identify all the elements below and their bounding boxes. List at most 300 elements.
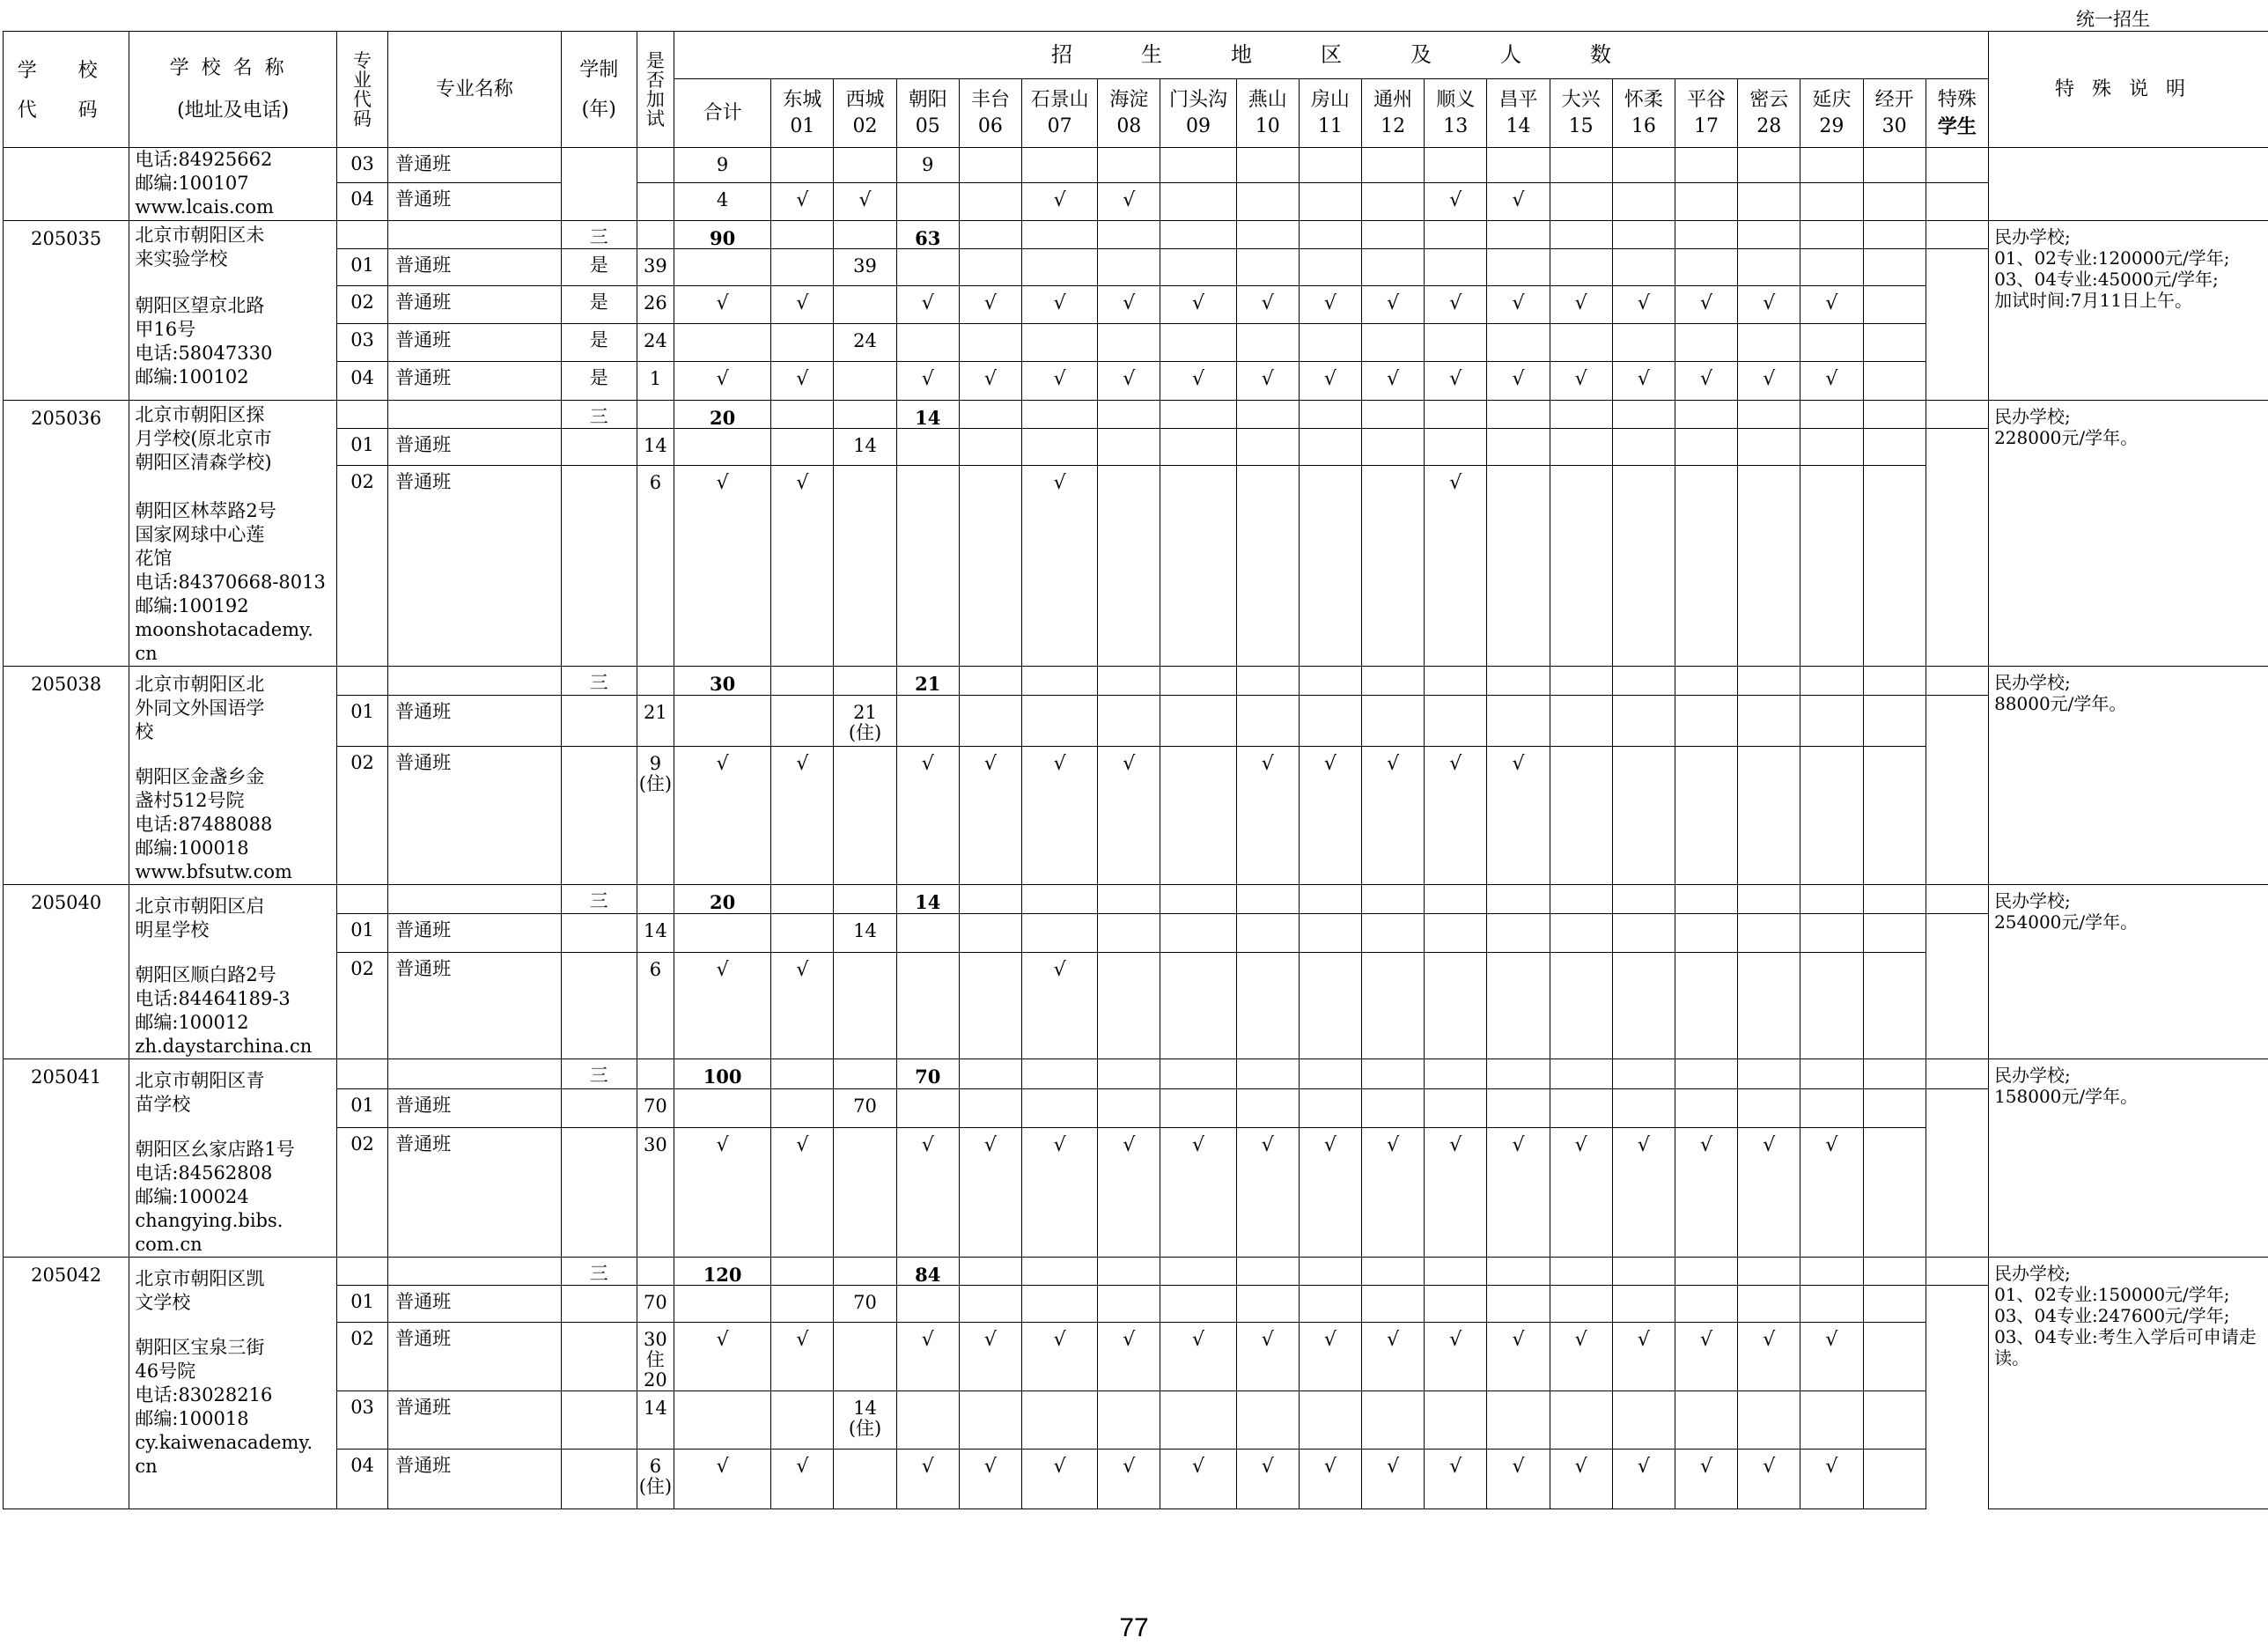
district-cell: [1299, 953, 1361, 1059]
school-address: 朝阳区顺白路2号 电话:84464189-3 邮编:100012 zh.daystarchina.cn: [135, 964, 313, 1057]
district-cell: [1487, 221, 1550, 249]
district-cell: [1800, 1258, 1863, 1286]
district-cell: [1675, 1088, 1737, 1127]
district-cell: [1098, 401, 1160, 429]
major-name: [388, 1258, 562, 1286]
major-name: 普通班: [388, 249, 562, 286]
major-total: 6: [637, 466, 674, 667]
school-name-line: 北京市朝阳区凯: [135, 1268, 265, 1289]
district-cell: [1425, 953, 1487, 1059]
district-cell: [1098, 1391, 1160, 1450]
district-cell: [1550, 401, 1612, 429]
extra-test: [561, 1127, 637, 1257]
check-mark-02: √: [771, 953, 834, 1059]
district-cell: [1425, 401, 1487, 429]
check-mark-13: √: [1362, 1127, 1425, 1257]
district-cell: [1863, 667, 1926, 696]
district-cell: [1800, 183, 1863, 221]
major-name: 普通班: [388, 1127, 562, 1257]
admission-table: [3, 31, 2268, 1509]
district-cell: [1299, 221, 1361, 249]
district-cell: [1612, 148, 1675, 183]
school-code: 205041: [4, 1059, 129, 1258]
district-cell: [959, 696, 1021, 747]
district-cell: [1800, 324, 1863, 362]
district-cell: [1236, 1391, 1299, 1450]
school-code: 205042: [4, 1258, 129, 1509]
header-school-code: 学 校 代 码: [4, 32, 129, 148]
district-cell: [771, 1059, 834, 1089]
district-cell: [1738, 1059, 1800, 1089]
district-cell: [1236, 249, 1299, 286]
district-cell: [834, 221, 896, 249]
district-cell: [1612, 249, 1675, 286]
district-cell: [959, 221, 1021, 249]
check-mark-14: √: [1425, 1450, 1487, 1509]
extra-test: [637, 1059, 674, 1089]
district-cell: [1863, 696, 1926, 747]
district-cell: [1487, 1258, 1550, 1286]
check-mark-02: √: [771, 362, 834, 401]
district-cell: [1160, 324, 1236, 362]
district-cell: [1022, 885, 1098, 914]
school-address: 朝阳区宝泉三街 46号院 电话:83028216 邮编:100018 cy.kaiwenacademy. cn: [135, 1337, 313, 1477]
major-row: [4, 1391, 2268, 1450]
school-name-line: 校: [135, 721, 154, 742]
district-cell: [1098, 667, 1160, 696]
district-cell: [1022, 324, 1098, 362]
district-cell: [1236, 885, 1299, 914]
check-mark-17: √: [1612, 1450, 1675, 1509]
header-district-16: 怀柔 16: [1612, 79, 1675, 148]
check-mark-08: √: [1098, 183, 1160, 221]
check-mark-07: √: [959, 747, 1021, 885]
school-name-line: 北京市朝阳区未: [135, 225, 265, 246]
major-name: 普通班: [388, 429, 562, 466]
major-total: 24: [637, 324, 674, 362]
district-cell: [1487, 885, 1550, 914]
major-code: [336, 221, 387, 249]
district-cell: [959, 249, 1021, 286]
district-cell: [1675, 183, 1737, 221]
check-mark-28: √: [1675, 362, 1737, 401]
major-total: 30 住20: [637, 1323, 674, 1391]
district-count-05: 14: [834, 429, 896, 466]
check-mark-28: √: [1675, 1323, 1737, 1391]
district-cell: [959, 466, 1021, 667]
district-cell: [1863, 183, 1926, 221]
major-name: 普通班: [388, 1286, 562, 1323]
district-cell: [1612, 401, 1675, 429]
district-cell: [1425, 667, 1487, 696]
district-cell: [1612, 1258, 1675, 1286]
major-total: 21: [637, 696, 674, 747]
school-address: 朝阳区望京北路 甲16号 电话:58047330 邮编:100102: [135, 295, 273, 387]
check-mark-08: √: [1022, 747, 1098, 885]
extra-test: [561, 696, 637, 747]
district-cell: [1800, 1059, 1863, 1089]
district-cell: [1675, 1059, 1737, 1089]
major-row: [4, 747, 2268, 885]
major-code: [336, 885, 387, 914]
district-cell: [1550, 1088, 1612, 1127]
district-cell: [1299, 1286, 1361, 1323]
major-total: 30: [637, 1127, 674, 1257]
district-count-05: 14 (住): [834, 1391, 896, 1450]
major-total: 4: [674, 183, 770, 221]
district-cell: [1160, 747, 1236, 885]
district-cell: [1675, 324, 1737, 362]
extra-test: [637, 183, 674, 221]
district-cell: [771, 667, 834, 696]
district-cell: [1487, 914, 1550, 953]
district-cell: [1550, 953, 1612, 1059]
district-cell: [1299, 914, 1361, 953]
major-total: 9 (住): [637, 747, 674, 885]
district-cell: [1022, 1391, 1098, 1450]
district-cell: [1098, 466, 1160, 667]
check-mark-17: √: [1612, 362, 1675, 401]
check-mark-09: √: [1098, 747, 1160, 885]
district-cell: [1487, 429, 1550, 466]
district-cell: [834, 885, 896, 914]
check-mark-11: √: [1236, 1323, 1299, 1391]
district-cell: [1863, 914, 1926, 953]
district-cell: [834, 953, 896, 1059]
check-mark-15: √: [1487, 1323, 1550, 1391]
check-mark-06: √: [896, 286, 959, 324]
district-cell: [1299, 183, 1361, 221]
district-cell: [1098, 1286, 1160, 1323]
district-cell: [896, 914, 959, 953]
district-cell: [1362, 1059, 1425, 1089]
school-summary-row: [4, 1258, 2268, 1286]
district-cell: [834, 1059, 896, 1089]
check-mark-11: √: [1236, 1450, 1299, 1509]
major-name: 普通班: [388, 1088, 562, 1127]
district-cell: [1550, 1286, 1612, 1323]
district-cell: [1926, 183, 1988, 221]
check-mark-30: √: [1800, 1450, 1863, 1509]
district-cell: [1863, 747, 1926, 885]
school-name-line: 月学校(原北京市: [135, 428, 272, 449]
district-cell: [896, 1286, 959, 1323]
school-name-line: 北京市朝阳区探: [135, 404, 265, 425]
district-cell: [959, 324, 1021, 362]
district-cell: [1236, 429, 1299, 466]
header-district-29: 延庆 29: [1800, 79, 1863, 148]
district-cell: [1550, 148, 1612, 183]
major-code: 04: [336, 183, 387, 221]
check-mark-10: √: [1160, 286, 1236, 324]
school-total: 120: [674, 1258, 770, 1286]
district-cell: [1487, 324, 1550, 362]
major-code: [336, 667, 387, 696]
district-cell: [1738, 429, 1800, 466]
district-cell: [1160, 953, 1236, 1059]
district-cell: [1022, 1286, 1098, 1323]
district-cell: [959, 1286, 1021, 1323]
check-mark-15: √: [1487, 1127, 1550, 1257]
district-cell: [1487, 1059, 1550, 1089]
district-cell: [1236, 401, 1299, 429]
check-mark-07: √: [959, 1323, 1021, 1391]
district-count-05: 70: [834, 1088, 896, 1127]
district-cell: [1487, 401, 1550, 429]
school-total: 90: [674, 221, 770, 249]
district-cell: [1863, 221, 1926, 249]
district-cell: [1299, 1391, 1361, 1450]
district-cell: [771, 148, 834, 183]
check-mark-12: √: [1299, 1323, 1361, 1391]
district-cell: [1160, 1391, 1236, 1450]
district-cell: [1612, 953, 1675, 1059]
major-code: 03: [336, 1391, 387, 1450]
major-name: 普通班: [388, 324, 562, 362]
check-mark-01: √: [674, 362, 770, 401]
check-mark-06: √: [896, 362, 959, 401]
major-total: 6: [637, 953, 674, 1059]
district-cell: [1800, 429, 1863, 466]
check-mark-10: √: [1160, 1450, 1236, 1509]
district-count-05: 21 (住): [834, 696, 896, 747]
district-cell: [1926, 667, 1988, 696]
district-cell: [674, 324, 770, 362]
district-cell: [1800, 401, 1863, 429]
check-mark-08: √: [1022, 286, 1098, 324]
district-cell: [1550, 914, 1612, 953]
district-cell: [1487, 148, 1550, 183]
district-cell: [1362, 914, 1425, 953]
extra-test: 是: [561, 249, 637, 286]
district-cell: [1160, 221, 1236, 249]
district-cell: [1022, 249, 1098, 286]
major-code: [336, 1258, 387, 1286]
district-cell: [1299, 249, 1361, 286]
district-cell: [1863, 1258, 1926, 1286]
check-mark-13: √: [1362, 1323, 1425, 1391]
district-cell: [1863, 1088, 1926, 1127]
district-cell: [1160, 885, 1236, 914]
header-extra-test: 是 否 加 试: [637, 32, 674, 148]
district-cell: [1160, 1059, 1236, 1089]
district-cell: [1022, 1088, 1098, 1127]
check-mark-08: √: [1022, 1450, 1098, 1509]
district-cell: [1487, 696, 1550, 747]
district-cell: [1738, 401, 1800, 429]
special-note: 民办学校; 88000元/学年。: [1989, 667, 2268, 885]
district-cell: [1362, 221, 1425, 249]
major-row: [4, 953, 2268, 1059]
major-code: 02: [336, 1323, 387, 1391]
check-mark-29: √: [1738, 1450, 1800, 1509]
district-cell: [1236, 953, 1299, 1059]
check-mark-09: √: [1098, 362, 1160, 401]
district-cell: [1550, 1391, 1612, 1450]
school-code: [4, 148, 129, 221]
school-name: [129, 667, 337, 885]
district-cell: [834, 1323, 896, 1391]
extra-test: [637, 1258, 674, 1286]
check-mark-12: √: [1299, 1127, 1361, 1257]
district-cell: [834, 667, 896, 696]
header-major-name: 专业名称: [388, 32, 562, 148]
district-cell: [1550, 183, 1612, 221]
header-district-10: 燕山 10: [1236, 79, 1299, 148]
district-cell: [1675, 249, 1737, 286]
district-cell: [1550, 885, 1612, 914]
major-name: [388, 401, 562, 429]
major-code: 01: [336, 914, 387, 953]
check-mark-13: √: [1362, 747, 1425, 885]
header-school-name: 学校名称 (地址及电话): [129, 32, 337, 148]
major-name: 普通班: [388, 466, 562, 667]
school-code: 205038: [4, 667, 129, 885]
district-cell: [1800, 221, 1863, 249]
district-cell: [1926, 1258, 1988, 1286]
district-cell: [834, 286, 896, 324]
check-mark-17: √: [1612, 286, 1675, 324]
major-name: [388, 885, 562, 914]
district-cell: [1550, 466, 1612, 667]
school-name: [129, 221, 337, 401]
district-cell: [1800, 667, 1863, 696]
district-cell: [1738, 466, 1800, 667]
check-mark-06: √: [896, 1450, 959, 1509]
check-mark-28: √: [1675, 1450, 1737, 1509]
check-mark-12: √: [1299, 286, 1361, 324]
check-mark-29: √: [1738, 362, 1800, 401]
major-code: 01: [336, 1088, 387, 1127]
school-name-line: 北京市朝阳区启: [135, 896, 265, 917]
check-mark-02: √: [771, 1127, 834, 1257]
district-cell: [674, 429, 770, 466]
major-name: 普通班: [388, 1450, 562, 1509]
district-cell: [1098, 221, 1160, 249]
district-cell: [1675, 466, 1737, 667]
district-cell: [1425, 148, 1487, 183]
district-cell: [1550, 429, 1612, 466]
district-cell: [1926, 148, 1988, 183]
check-mark-13: √: [1362, 286, 1425, 324]
extra-test: [561, 1323, 637, 1391]
header-district-15: 大兴 15: [1550, 79, 1612, 148]
district-cell: [1675, 1286, 1737, 1323]
header-district-02: 西城 02: [834, 79, 896, 148]
school-chaoyang-total: 14: [896, 885, 959, 914]
district-cell: [1863, 362, 1926, 401]
district-cell: [1675, 914, 1737, 953]
extra-test: 是: [561, 362, 637, 401]
district-count-05: 39: [834, 249, 896, 286]
district-cell: [1362, 324, 1425, 362]
district-cell: [771, 1391, 834, 1450]
district-cell: [1738, 221, 1800, 249]
major-code: 01: [336, 1286, 387, 1323]
district-count-05: 24: [834, 324, 896, 362]
district-cell: [1612, 1088, 1675, 1127]
check-mark-17: √: [1612, 1127, 1675, 1257]
header-duration: 学制 (年): [561, 32, 637, 148]
check-mark-11: √: [1236, 1127, 1299, 1257]
district-cell: [896, 696, 959, 747]
major-code: 01: [336, 429, 387, 466]
school-name-line: 文学校: [135, 1292, 191, 1313]
district-cell: [1098, 1258, 1160, 1286]
major-row: [4, 362, 2268, 401]
district-cell: [1612, 1391, 1675, 1450]
district-cell: [1550, 1258, 1612, 1286]
check-mark-15: √: [1487, 1450, 1550, 1509]
district-cell: [1362, 1286, 1425, 1323]
district-cell: [1236, 324, 1299, 362]
header-district-30: 经开 30: [1863, 79, 1926, 148]
district-cell: [1425, 1391, 1487, 1450]
district-cell: [1612, 183, 1675, 221]
district-cell: [1022, 401, 1098, 429]
header-district-06: 丰台 06: [959, 79, 1021, 148]
district-cell: [1022, 148, 1098, 183]
header-major-code: 专 业 代 码: [336, 32, 387, 148]
district-cell: [1487, 466, 1550, 667]
district-cell: [1425, 914, 1487, 953]
major-code: 01: [336, 249, 387, 286]
district-cell: [896, 324, 959, 362]
district-cell: [959, 148, 1021, 183]
check-mark-14: √: [1425, 362, 1487, 401]
extra-test: 是: [561, 324, 637, 362]
school-address: 朝阳区林萃路2号 国家网球中心莲 花馆 电话:84370668-8013 邮编:100192 moonshotacademy. cn: [135, 500, 326, 664]
district-cell: [1550, 249, 1612, 286]
district-cell: [959, 1088, 1021, 1127]
school-summary-row: [4, 885, 2268, 914]
extra-test: 是: [561, 286, 637, 324]
check-mark-02: √: [771, 466, 834, 667]
district-cell: [1098, 324, 1160, 362]
check-mark-11: √: [1236, 362, 1299, 401]
header-district-05: 朝阳 05: [896, 79, 959, 148]
check-mark-30: √: [1800, 286, 1863, 324]
school-duration: 三: [561, 1059, 637, 1089]
district-cell: [1236, 696, 1299, 747]
district-cell: [1863, 885, 1926, 914]
major-total: 70: [637, 1088, 674, 1127]
major-total: 14: [637, 1391, 674, 1450]
district-cell: [1612, 747, 1675, 885]
district-cell: [1236, 148, 1299, 183]
check-mark-02: √: [771, 1323, 834, 1391]
school-name-line: 明星学校: [135, 919, 210, 941]
district-cell: [1612, 1286, 1675, 1323]
major-code: [336, 401, 387, 429]
district-cell: [1738, 1286, 1800, 1323]
district-cell: [1800, 1391, 1863, 1450]
header-district-09: 门头沟 09: [1160, 79, 1236, 148]
district-cell: [1863, 1286, 1926, 1323]
major-code: 02: [336, 466, 387, 667]
district-cell: [959, 667, 1021, 696]
school-address: 电话:84925662 邮编:100107 www.lcais.com: [135, 149, 274, 218]
district-cell: [1612, 324, 1675, 362]
district-cell: [1236, 1059, 1299, 1089]
district-cell: [1160, 148, 1236, 183]
district-cell: [1800, 148, 1863, 183]
special-note: 民办学校; 254000元/学年。: [1989, 885, 2268, 1059]
major-code: [336, 1059, 387, 1089]
district-cell: [896, 953, 959, 1059]
district-cell: [1362, 696, 1425, 747]
check-mark-06: √: [896, 747, 959, 885]
